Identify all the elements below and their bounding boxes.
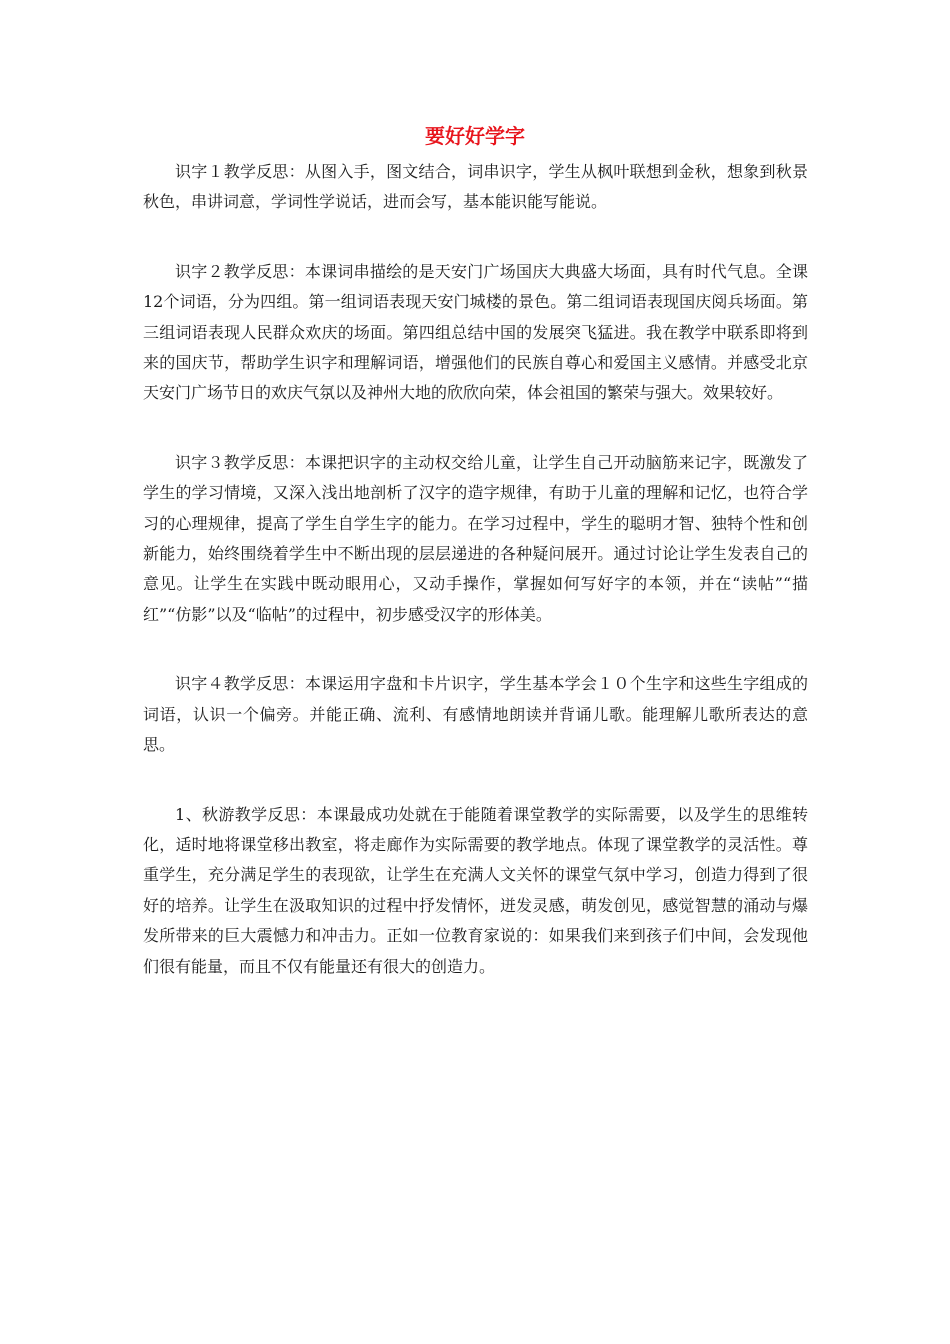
document-title: 要好好学字 — [425, 124, 525, 148]
document-body — [143, 157, 808, 1021]
paragraph-reflection-2: 识字２教学反思：本课词串描绘的是天安门广场国庆大典盛大场面，具有时代气息。全课12个词语，分为四组。第一组词语表现天安门城楼的景色。第二组词语表现国庆阅兵场面。第三组词语表现人民群众欢庆的场面。第四组总结中国的发展突飞猛进。我在教学中联系即将到来的国庆节，帮助学生识字和理解词语，增强他们的民族自尊心和爱国主义感情。并感受北京天安门广场节日的欢庆气氛以及神州大地的欣欣向荣，体会祖国的繁荣与强大。效果较好。 — [143, 261, 808, 403]
paragraph-reflection-3: 识字３教学反思：本课把识字的主动权交给儿童，让学生自己开动脑筋来记字，既激发了学生的学习情境，又深入浅出地剖析了汉字的造字规律，有助于儿童的理解和记忆，也符合学习的心理规律，提高了学生自学生字的能力。在学习过程中，学生的聪明才智、独特个性和创新能力，始终围绕着学生中不断出现的层层递进的各种疑问展开。通过讨论让学生发表自己的意见。让学生在实践中既动眼用心，又动手操作，掌握如何写好字的本领，并在“读帖”“描红”“仿影”以及“临帖”的过程中，初步感受汉字的形体美。 — [143, 452, 808, 624]
paragraph-reflection-4: 识字４教学反思：本课运用字盘和卡片识字，学生基本学会１０个生字和这些生字组成的词语，认识一个偏旁。并能正确、流利、有感情地朗读并背诵儿歌。能理解儿歌所表达的意思。 — [143, 674, 808, 755]
paragraph-reflection-1: 识字１教学反思：从图入手，图文结合，词串识字，学生从枫叶联想到金秋，想象到秋景秋色，串讲词意，学词性学说话，进而会写，基本能识能写能说。 — [143, 162, 808, 212]
paragraph-autumn-outing: 1、秋游教学反思：本课最成功处就在于能随着课堂教学的实际需要，以及学生的思维转化，适时地将课堂移出教室，将走廊作为实际需要的教学地点。体现了课堂教学的灵活性。尊重学生，充分满足学生的表现欲，让学生在充满人文关怀的课堂气氛中学习，创造力得到了很好的培养。让学生在汲取知识的过程中抒发情怀，迸发灵感，萌发创见，感觉智慧的涌动与爆发所带来的巨大震憾力和冲击力。正如一位教育家说的：如果我们来到孩子们中间，会发现他们很有能量，而且不仅有能量还有很大的创造力。 — [143, 804, 808, 976]
